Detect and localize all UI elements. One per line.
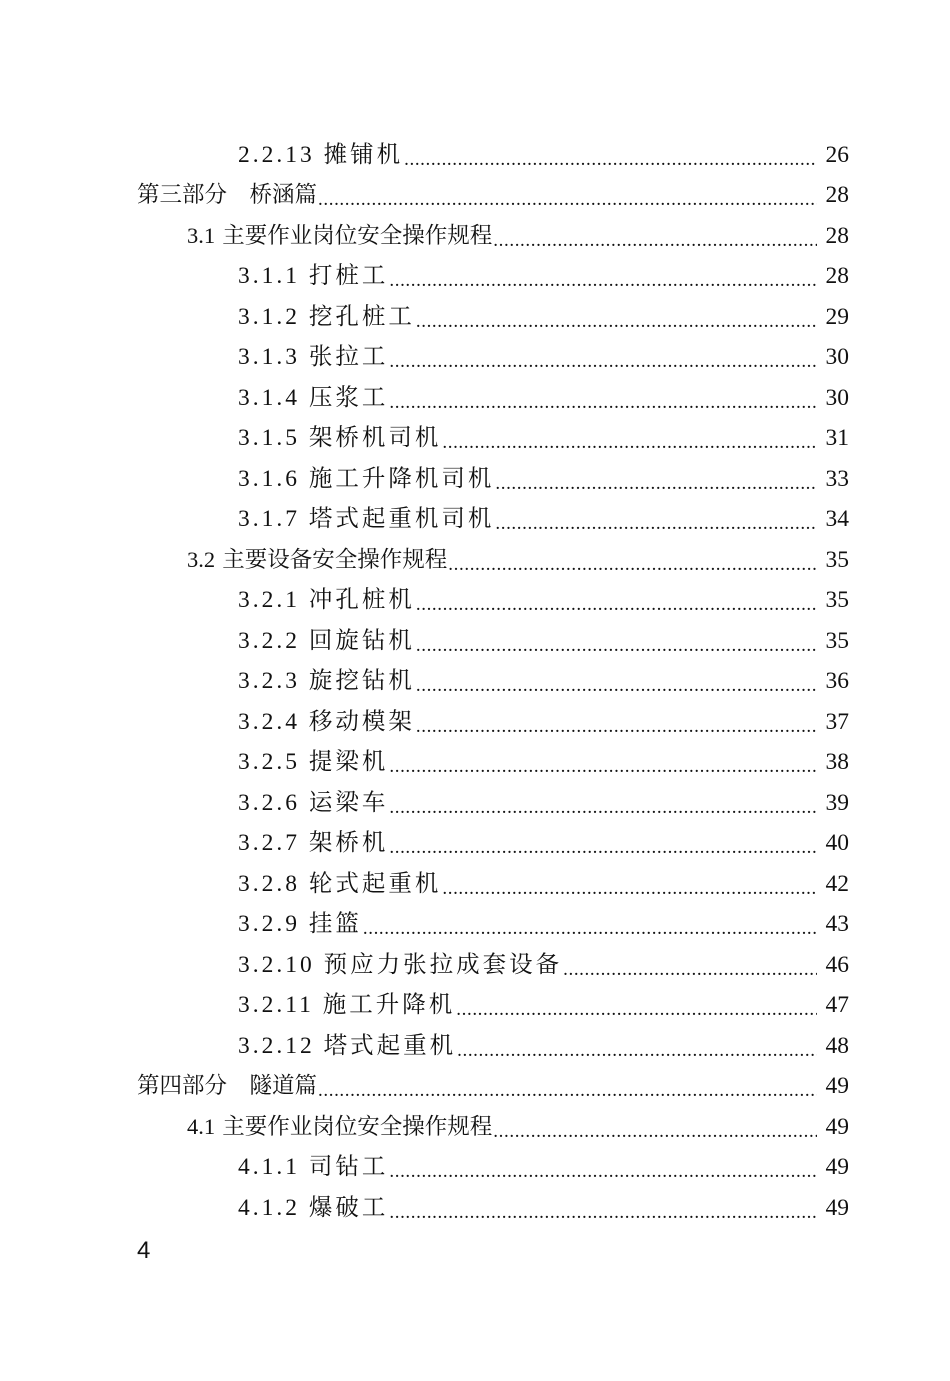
toc-entry-number: 4.1.1 (238, 1154, 300, 1180)
toc-entry-label: 塔式起重机司机 (308, 506, 495, 532)
dot-leader (389, 256, 817, 296)
toc-section-3-1[interactable] (0, 215, 950, 256)
toc-entry-number: 3.2 (187, 546, 216, 572)
dot-leader (416, 580, 817, 620)
toc-entry-number: 3.1.2 (238, 303, 300, 330)
toc-entry-number: 3.2.7 (238, 830, 300, 856)
toc-entry-page: 29 (825, 303, 849, 330)
toc-entry-number: 3.1.7 (238, 506, 300, 532)
toc-entry-3-1-1[interactable] (0, 256, 950, 297)
dot-leader (416, 661, 817, 701)
toc-entry-title (238, 742, 388, 782)
toc-part-4[interactable] (0, 1066, 950, 1107)
dot-leader (442, 864, 817, 904)
toc-entry-page: 26 (825, 141, 849, 168)
toc-entry-title (238, 823, 388, 863)
toc-entry-number: 3.2.6 (238, 789, 300, 816)
toc-entry-label: 提梁机 (308, 749, 389, 775)
toc-entry-label: 打桩工 (308, 263, 389, 289)
toc-entry-label: 旋挖钻机 (308, 668, 415, 694)
dot-leader (493, 216, 817, 256)
toc-part-3[interactable] (0, 175, 950, 216)
toc-entry-3-1-4[interactable] (0, 377, 950, 418)
toc-entry-3-2-1[interactable] (0, 580, 950, 621)
toc-entry-page: 30 (825, 384, 849, 411)
toc-entry-title (238, 985, 455, 1025)
toc-entry-label: 冲孔桩机 (308, 587, 415, 613)
dot-leader (416, 702, 817, 742)
toc-entry-page: 49 (825, 1154, 849, 1180)
dot-leader (416, 621, 817, 661)
toc-entry-3-1-7[interactable] (0, 499, 950, 540)
toc-entry-number: 3.1 (187, 222, 216, 248)
dot-leader (495, 499, 817, 539)
dot-leader (389, 823, 817, 863)
toc-entry-title (238, 661, 415, 701)
toc-entry-label: 回旋钻机 (308, 627, 415, 654)
dot-leader (389, 337, 817, 377)
toc-entry-title (187, 216, 492, 256)
toc-entry-number: 3.1.3 (238, 344, 300, 370)
dot-leader (389, 378, 817, 418)
toc-entry-label: 运梁车 (308, 789, 389, 816)
toc-entry-label: 张拉工 (308, 344, 389, 370)
toc-entry-3-1-3[interactable] (0, 337, 950, 378)
toc-entry-number: 3.2.1 (238, 587, 300, 613)
toc-entry-label: 移动模架 (308, 708, 415, 735)
toc-section-4-1[interactable] (0, 1106, 950, 1147)
toc-entry-title (238, 499, 494, 539)
toc-entry-page: 48 (825, 1032, 849, 1059)
toc-entry-title (238, 904, 362, 944)
toc-entry-number: 4.1.2 (238, 1194, 300, 1221)
toc-entry-title (238, 459, 494, 499)
toc-entry-4-1-1[interactable] (0, 1147, 950, 1188)
toc-entry-number: 3.2.5 (238, 749, 300, 775)
toc-entry-label: 主要设备安全操作规程 (222, 546, 448, 573)
toc-entry-number: 3.2.11 (238, 992, 314, 1018)
toc-entry-number: 3.1.6 (238, 465, 300, 492)
toc-entry-page: 46 (825, 951, 849, 978)
table-of-contents (0, 134, 950, 1228)
dot-leader (416, 297, 817, 337)
toc-entry-3-1-5[interactable] (0, 418, 950, 459)
toc-entry-3-2-6[interactable] (0, 782, 950, 823)
dot-leader (404, 135, 817, 175)
toc-entry-3-2-2[interactable] (0, 620, 950, 661)
toc-entry-title (238, 621, 415, 661)
toc-entry-page: 38 (825, 749, 849, 775)
toc-entry-page: 40 (825, 830, 849, 856)
toc-entry-number: 3.2.9 (238, 911, 300, 937)
toc-entry-label: 主要作业岗位安全操作规程 (222, 1113, 493, 1140)
toc-entry-page: 49 (825, 1194, 849, 1221)
toc-entry-3-2-9[interactable] (0, 904, 950, 945)
toc-entry-title (238, 580, 415, 620)
dot-leader (318, 1066, 817, 1106)
toc-entry-page: 37 (825, 708, 849, 735)
toc-entry-3-2-11[interactable] (0, 985, 950, 1026)
toc-entry-number: 2.2.13 (238, 141, 315, 168)
toc-entry-3-2-8[interactable] (0, 863, 950, 904)
toc-entry-number: 3.2.10 (238, 951, 315, 978)
toc-entry-page: 36 (825, 668, 849, 694)
toc-entry-number: 4.1 (187, 1113, 216, 1139)
toc-entry-page: 47 (825, 992, 849, 1018)
toc-entry-page: 31 (825, 425, 849, 451)
toc-entry-2-2-13[interactable] (0, 134, 950, 175)
toc-entry-number: 3.2.2 (238, 627, 300, 654)
toc-entry-page: 43 (825, 911, 849, 937)
dot-leader (318, 175, 817, 215)
toc-entry-label: 塔式起重机 (323, 1032, 457, 1059)
toc-entry-number: 3.2.4 (238, 708, 300, 735)
toc-entry-page: 28 (825, 263, 849, 289)
toc-entry-label: 第四部分 隧道篇 (137, 1073, 318, 1099)
toc-entry-title (238, 864, 441, 904)
toc-entry-3-2-5[interactable] (0, 742, 950, 783)
toc-entry-3-2-4[interactable] (0, 701, 950, 742)
toc-entry-label: 挖孔桩工 (308, 303, 415, 330)
toc-entry-page: 42 (825, 870, 849, 897)
toc-entry-page: 35 (825, 627, 849, 654)
dot-leader (389, 1188, 817, 1228)
dot-leader (448, 540, 817, 580)
toc-entry-title (238, 945, 562, 985)
dot-leader (563, 945, 817, 985)
toc-entry-title (187, 1107, 492, 1147)
toc-entry-page: 34 (825, 506, 849, 532)
toc-entry-3-2-3[interactable] (0, 661, 950, 702)
dot-leader (456, 985, 817, 1025)
toc-entry-title (238, 135, 403, 175)
toc-entry-label: 轮式起重机 (308, 870, 442, 897)
toc-entry-page: 30 (825, 344, 849, 370)
toc-entry-number: 3.1.5 (238, 425, 300, 451)
toc-entry-number: 3.1.1 (238, 263, 300, 289)
toc-entry-label: 施工升降机司机 (308, 465, 495, 492)
toc-entry-label: 司钻工 (308, 1154, 389, 1180)
toc-entry-label: 第三部分 桥涵篇 (137, 182, 318, 208)
toc-entry-title (238, 783, 388, 823)
toc-entry-title (238, 297, 415, 337)
toc-entry-label: 压浆工 (308, 384, 389, 411)
toc-entry-4-1-2[interactable] (0, 1187, 950, 1228)
toc-entry-3-2-10[interactable] (0, 944, 950, 985)
dot-leader (442, 418, 817, 458)
dot-leader (389, 742, 817, 782)
toc-entry-title (238, 1188, 388, 1228)
toc-entry-page: 33 (825, 465, 849, 492)
toc-entry-page: 35 (825, 587, 849, 613)
toc-entry-3-2-12[interactable] (0, 1025, 950, 1066)
toc-entry-title (238, 256, 388, 296)
toc-entry-number: 3.1.4 (238, 384, 300, 411)
toc-entry-title (238, 337, 388, 377)
dot-leader (493, 1107, 817, 1147)
toc-entry-title (187, 540, 447, 580)
toc-entry-3-1-6[interactable] (0, 458, 950, 499)
toc-section-3-2[interactable] (0, 539, 950, 580)
dot-leader (495, 459, 817, 499)
toc-entry-3-1-2[interactable] (0, 296, 950, 337)
toc-entry-page: 49 (825, 1113, 849, 1140)
dot-leader (363, 904, 817, 944)
dot-leader (389, 783, 817, 823)
toc-entry-title (238, 702, 415, 742)
toc-entry-number: 3.2.12 (238, 1032, 315, 1059)
toc-entry-number: 3.2.3 (238, 668, 300, 694)
toc-entry-label: 主要作业岗位安全操作规程 (222, 222, 493, 249)
toc-entry-number: 3.2.8 (238, 870, 300, 897)
toc-entry-title (137, 175, 317, 215)
toc-entry-label: 架桥机司机 (308, 425, 442, 451)
toc-entry-label: 预应力张拉成套设备 (323, 951, 563, 978)
toc-entry-page: 28 (825, 182, 849, 208)
toc-entry-label: 爆破工 (308, 1194, 389, 1221)
dot-leader (457, 1026, 817, 1066)
toc-entry-label: 施工升降机 (322, 992, 456, 1018)
toc-entry-page: 28 (825, 222, 849, 249)
toc-entry-page: 49 (825, 1073, 849, 1099)
toc-entry-3-2-7[interactable] (0, 823, 950, 864)
toc-entry-title (137, 1066, 317, 1106)
page-number: 4 (137, 1237, 151, 1264)
dot-leader (389, 1147, 817, 1187)
toc-entry-label: 摊铺机 (323, 141, 404, 168)
toc-entry-label: 挂篮 (308, 911, 362, 937)
toc-entry-title (238, 378, 388, 418)
toc-entry-label: 架桥机 (308, 830, 389, 856)
toc-entry-title (238, 1026, 456, 1066)
toc-entry-page: 35 (825, 546, 849, 573)
toc-entry-page: 39 (825, 789, 849, 816)
toc-entry-title (238, 1147, 388, 1187)
toc-entry-title (238, 418, 441, 458)
